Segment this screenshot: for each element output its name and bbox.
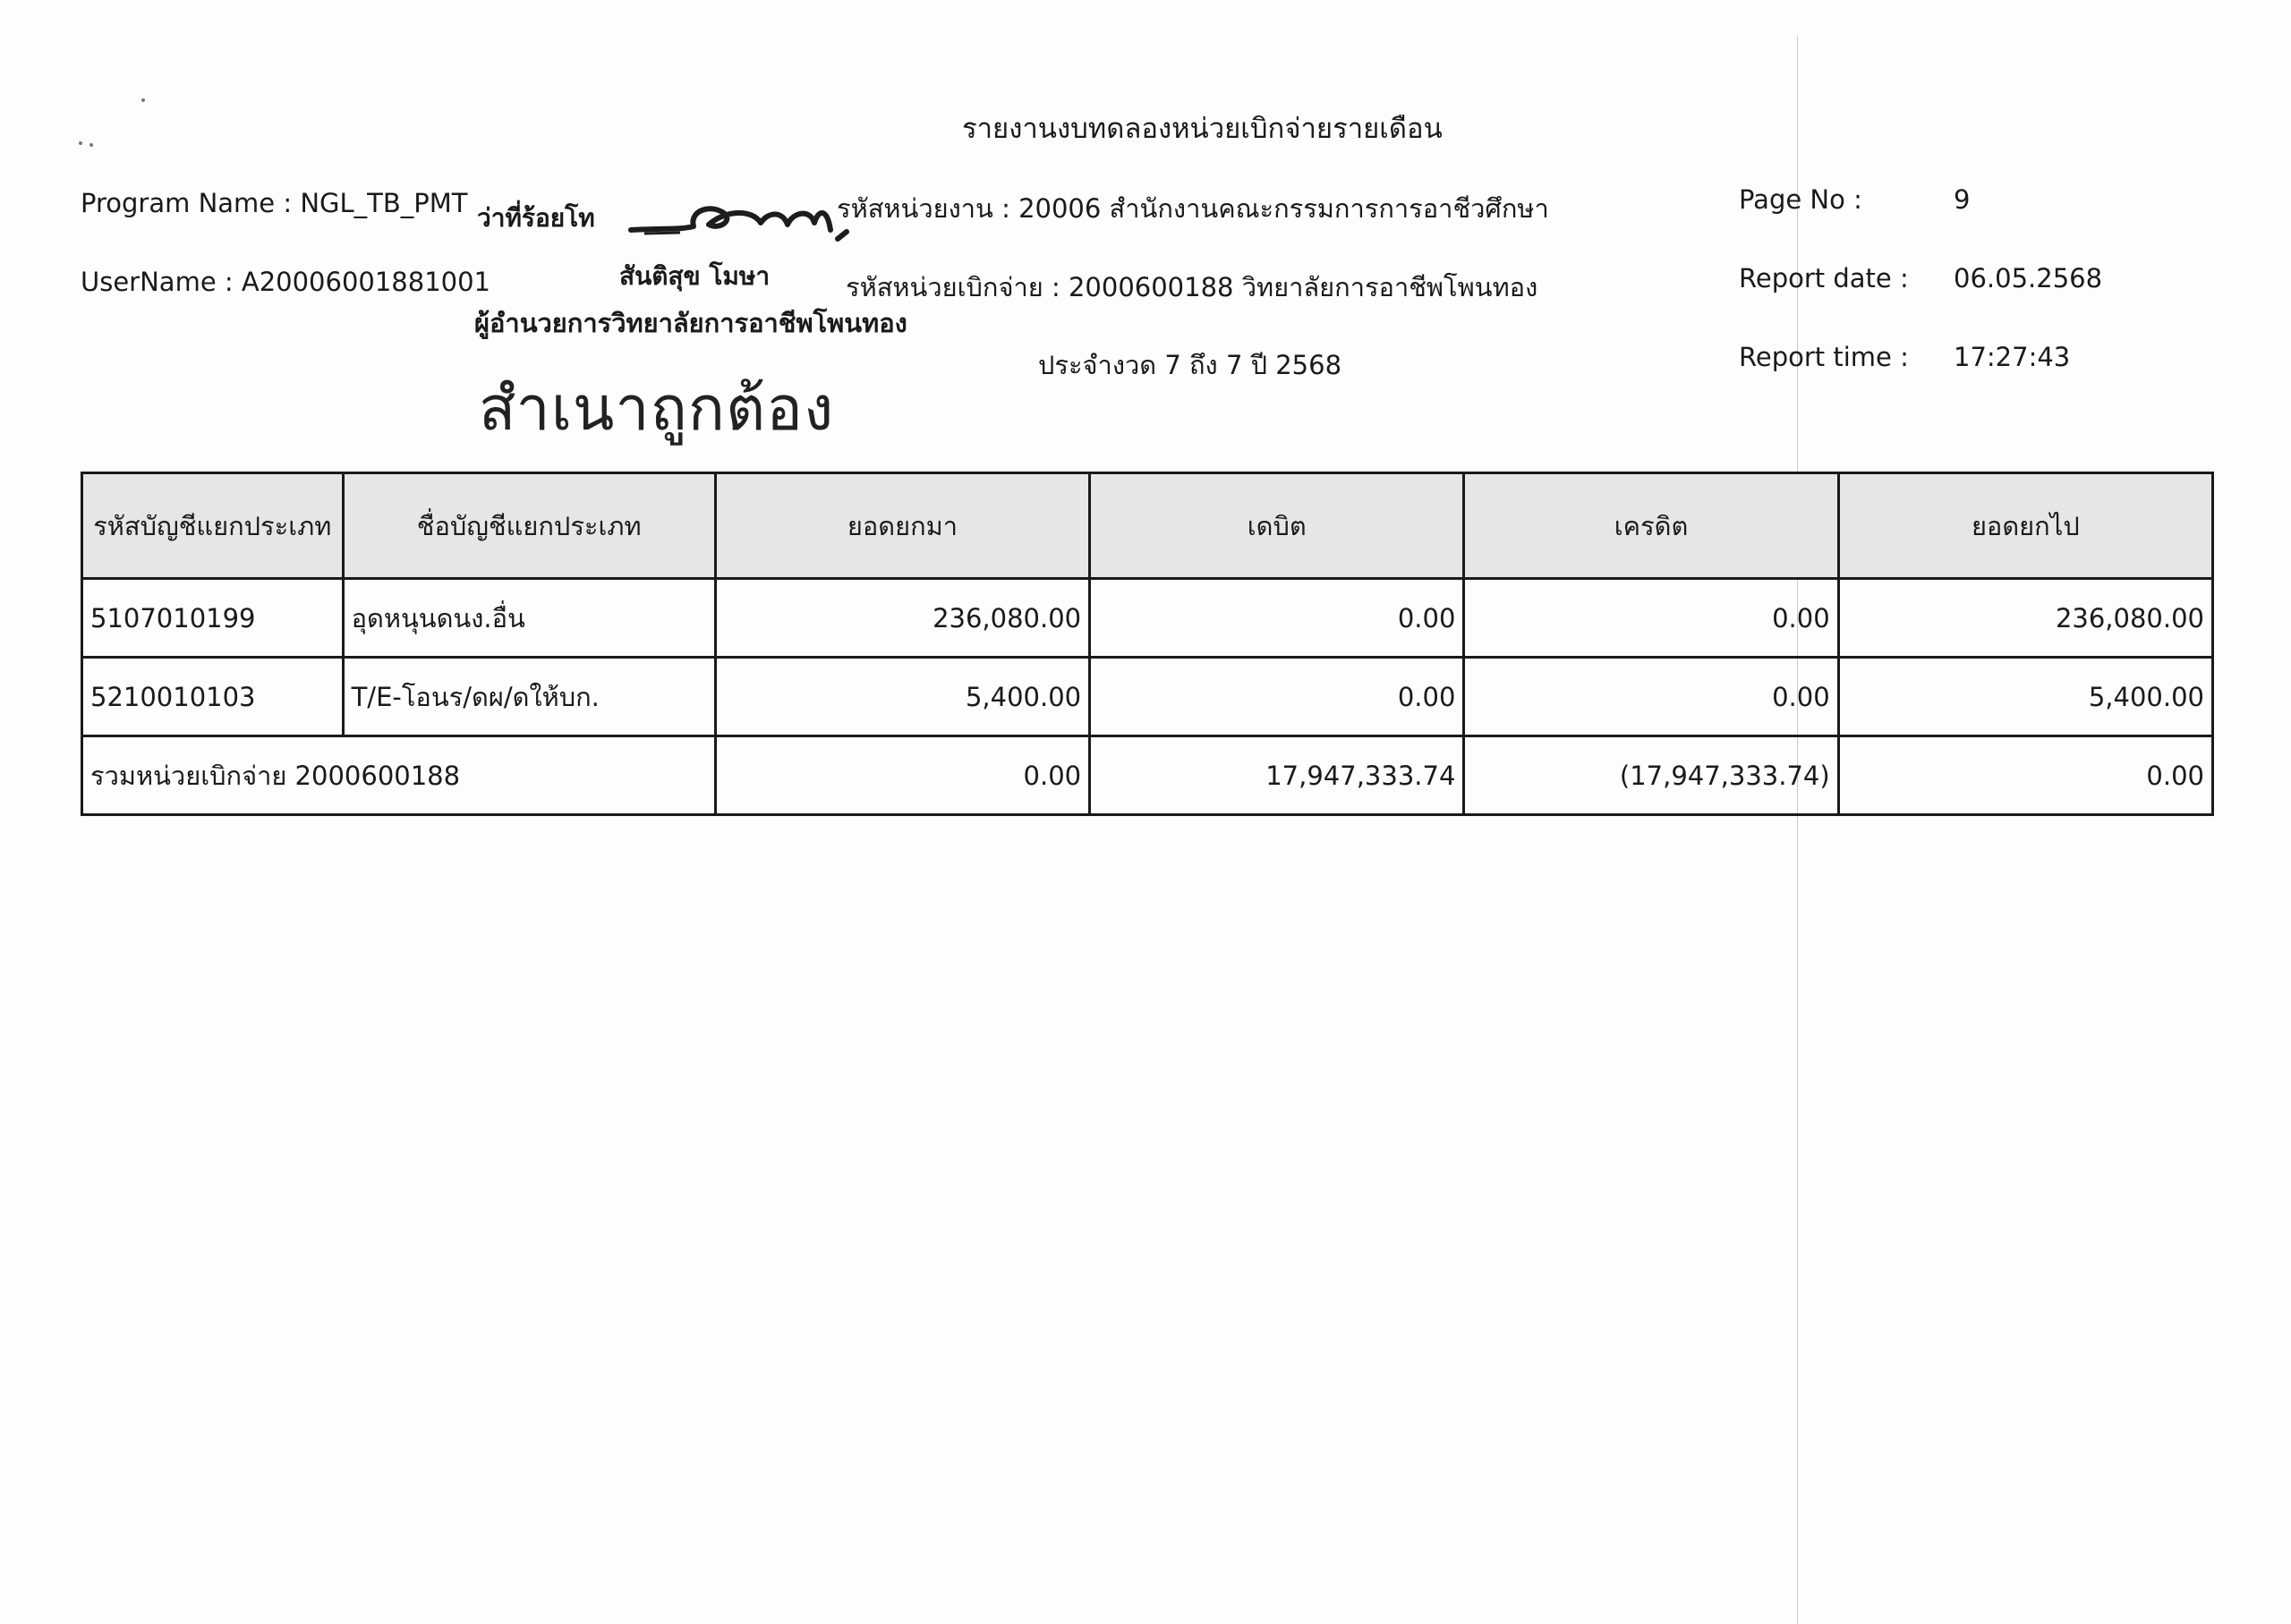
period: ประจำงวด 7 ถึง 7 ปี 2568: [1038, 350, 1342, 380]
cell-debit: 0.00: [1090, 658, 1464, 736]
scan-speck: [79, 141, 82, 145]
cell-account-name: T/E-โอนร/ดผ/ดให้บก.: [343, 658, 715, 736]
header-debit: เดบิต: [1090, 473, 1464, 579]
signer-rank: ว่าที่ร้อยโท: [477, 203, 595, 233]
report-time-label: Report time :: [1739, 342, 1909, 372]
page-no-label: Page No :: [1739, 184, 1862, 215]
header-carried-forward: ยอดยกไป: [1838, 473, 2212, 579]
table-row: [82, 658, 2213, 736]
report-date-value: 06.05.2568: [1954, 263, 2103, 293]
cell-brought-forward: 236,080.00: [715, 579, 1089, 658]
header-account-name: ชื่อบัญชีแยกประเภท: [343, 473, 715, 579]
table-total-row: [82, 736, 2213, 815]
report-title: รายงานงบทดลองหน่วยเบิกจ่ายรายเดือน: [962, 113, 1443, 145]
header-brought-forward: ยอดยกมา: [715, 473, 1089, 579]
cell-carried-forward: 236,080.00: [1838, 579, 2212, 658]
username: UserName : A20006001881001: [81, 267, 491, 297]
disbursement-unit: รหัสหน่วยเบิกจ่าย : 2000600188 วิทยาลัยการอาชีพโพนทอง: [846, 272, 1538, 302]
cell-brought-forward: 5,400.00: [715, 658, 1089, 736]
cell-carried-forward: 5,400.00: [1838, 658, 2212, 736]
cell-account-code: 5107010199: [82, 579, 344, 658]
scan-speck: [141, 98, 145, 102]
cell-credit: 0.00: [1464, 658, 1838, 736]
agency-code: รหัสหน่วยงาน : 20006 สำนักงานคณะกรรมการการอาชีวศึกษา: [837, 193, 1549, 224]
trial-balance-table: [81, 472, 2214, 816]
table-header-row: [82, 473, 2213, 579]
header-credit: เครดิต: [1464, 473, 1838, 579]
report-time-value: 17:27:43: [1954, 342, 2071, 372]
total-brought-forward: 0.00: [715, 736, 1089, 815]
total-debit: 17,947,333.74: [1090, 736, 1464, 815]
report-date-label: Report date :: [1739, 263, 1909, 293]
table-row: [82, 579, 2213, 658]
certified-copy-stamp: สำเนาถูกต้อง: [479, 374, 835, 445]
header-account-code: รหัสบัญชีแยกประเภท: [82, 473, 344, 579]
total-carried-forward: 0.00: [1838, 736, 2212, 815]
handwritten-signature: [626, 183, 859, 255]
signer-name: สันติสุข โมษา: [619, 261, 771, 291]
cell-account-code: 5210010103: [82, 658, 344, 736]
total-credit: (17,947,333.74): [1464, 736, 1838, 815]
program-name: Program Name : NGL_TB_PMT: [81, 188, 468, 218]
total-label: รวมหน่วยเบิกจ่าย 2000600188: [82, 736, 716, 815]
signer-position: ผู้อำนวยการวิทยาลัยการอาชีพโพนทอง: [474, 308, 907, 338]
scan-speck: [89, 143, 93, 147]
cell-account-name: อุดหนุนดนง.อื่น: [343, 579, 715, 658]
cell-debit: 0.00: [1090, 579, 1464, 658]
cell-credit: 0.00: [1464, 579, 1838, 658]
page-no-value: 9: [1954, 184, 1971, 215]
